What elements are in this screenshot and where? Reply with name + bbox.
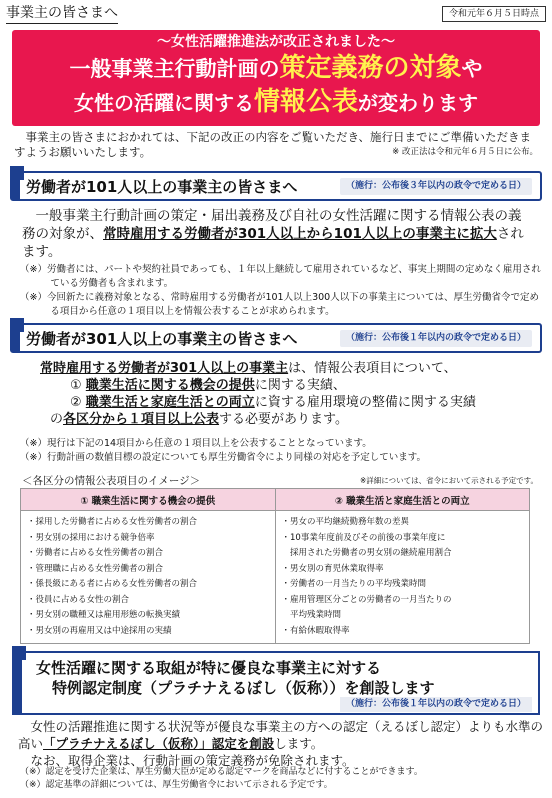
list-item: ・役員に占める女性の割合 bbox=[27, 594, 130, 605]
banner-line-1-a: 一般事業主行動計画の bbox=[69, 57, 280, 81]
section-301-line-2-b: 職業生活に関する機会の提供 bbox=[85, 378, 255, 393]
section-301-note-2: （※）行動計画の数値目標の設定についても厚生労働省令により同様の対応を予定しています。 bbox=[20, 452, 427, 463]
banner-subtitle: ～女性活躍推進法が改正されました～ bbox=[157, 34, 395, 50]
section-101-title: 労働者が101人以上の事業主の皆さまへ bbox=[26, 178, 298, 196]
section-301-body bbox=[40, 360, 540, 428]
section-301-heading bbox=[10, 323, 542, 353]
section-marker-icon bbox=[10, 166, 24, 180]
platinum-certification-box bbox=[12, 651, 540, 715]
banner-line-2 bbox=[12, 86, 540, 119]
closing-paragraph-2: なお、取得企業は、行動計画の策定義務が免除されます。 bbox=[30, 753, 355, 768]
section-301-line-3-b: 職業生活と家庭生活との両立 bbox=[85, 395, 255, 410]
banner-line-2-highlight: 情報公表 bbox=[253, 87, 358, 117]
banner-line-1-c: や bbox=[461, 57, 483, 81]
section-301-line-1-a: 常時雇用する労働者が301人以上の事業主 bbox=[40, 361, 289, 376]
closing-p1-highlight: 「プラチナえるぼし（仮称）」認定を創設 bbox=[43, 736, 275, 751]
platinum-line-1: 女性活躍に関する取組が特に優良な事業主に対する bbox=[36, 659, 382, 677]
list-item: ・男女別の採用における競争倍率 bbox=[27, 532, 155, 543]
list-item: ・男女別の再雇用又は中途採用の実績 bbox=[27, 625, 172, 636]
table-note: ※詳細については、省令において示される予定です。 bbox=[359, 476, 538, 485]
section-101-effective-date: （施行：公布後３年以内の政令で定める日） bbox=[340, 178, 532, 195]
list-item: ・労働者の一月当たりの平均残業時間 bbox=[281, 579, 427, 589]
list-item: ・男女別の育児休業取得率 bbox=[281, 563, 384, 574]
platinum-line-2: 特例認定制度（プラチナえるぼし（仮称））を創設します bbox=[52, 679, 435, 697]
section-101-note-1: （※）労働者には、パートや契約社員であっても、１年以上継続して雇用されているなど、事実上期間の定めなく雇用されている労働者も含まれます。 bbox=[20, 264, 541, 289]
section-301-line-2 bbox=[40, 377, 540, 394]
banner-line-1-highlight: 策定義務の対象 bbox=[279, 53, 462, 83]
section-301-line-3 bbox=[40, 394, 540, 411]
section-301-line-1-b: は、情報公表項目について、 bbox=[288, 361, 457, 376]
header-row bbox=[4, 4, 550, 28]
section-marker-icon bbox=[12, 646, 26, 660]
list-item: ・採用した労働者に占める女性労働者の割合 bbox=[27, 517, 198, 527]
intro-text: 事業主の皆さまにおかれては、下記の改正の内容をご覧いただき、施行日までにご準備いただきますようお願いいたします。 bbox=[14, 130, 532, 159]
section-301-notes bbox=[20, 437, 542, 465]
closing-note-1: （※）認定を受けた企業は、厚生労働大臣が定める認定マークを商品などに付することができます。 bbox=[20, 767, 423, 777]
section-301-line-4 bbox=[40, 411, 540, 428]
intro-note: ※ 改正法は令和元年６月５日に公布。 bbox=[392, 147, 538, 157]
closing-note-2: （※）認定基準の詳細については、厚生労働省令において示される予定です。 bbox=[20, 780, 333, 790]
banner-line-2-c: が変わります bbox=[358, 91, 478, 115]
section-301-line-2-c: に関する実績、 bbox=[254, 378, 346, 393]
list-item: ・男女の平均継続勤務年数の差異 bbox=[281, 517, 410, 527]
table-header-left: ① 職業生活に関する機会の提供 bbox=[21, 489, 276, 511]
section-301-line-3-a: ② bbox=[70, 395, 86, 410]
list-item: ・10事業年度前及びその前後の事業年度に bbox=[281, 532, 446, 543]
section-301-line-2-a: ① bbox=[70, 378, 86, 393]
list-item: ・係長級にある者に占める女性労働者の割合 bbox=[27, 579, 198, 589]
table-left-column bbox=[21, 511, 276, 644]
section-301-line-4-a: の bbox=[50, 412, 64, 427]
banner-line-1 bbox=[12, 51, 540, 86]
table-label: ＜各区分の情報公表項目のイメージ＞ bbox=[22, 475, 201, 487]
list-item: ・労働者に占める女性労働者の割合 bbox=[27, 548, 164, 558]
section-301-line-3-c: に資する雇用環境の整備に関する実績 bbox=[254, 395, 476, 410]
audience-heading: 事業主の皆さまへ bbox=[6, 4, 118, 24]
closing-paragraph-1 bbox=[18, 718, 544, 752]
section-marker-icon bbox=[10, 318, 24, 332]
section-301-effective-date: （施行：公布後１年以内の政令で定める日） bbox=[340, 330, 532, 347]
intro-block bbox=[14, 130, 540, 160]
section-301-line-4-c: する必要があります。 bbox=[219, 412, 348, 427]
closing-p1-c: します。 bbox=[274, 736, 324, 751]
closing-body bbox=[18, 718, 544, 769]
table-header-right: ② 職業生活と家庭生活との両立 bbox=[275, 489, 530, 511]
title-banner bbox=[12, 30, 540, 126]
list-item: ・雇用管理区分ごとの労働者の一月当たりの bbox=[281, 594, 452, 605]
list-item: ・有給休暇取得率 bbox=[281, 625, 350, 636]
section-101-body bbox=[22, 207, 534, 261]
section-301-title: 労働者が301人以上の事業主の皆さまへ bbox=[26, 330, 298, 348]
section-101-note-2: （※）今回新たに義務対象となる、常時雇用する労働者が101人以上300人以下の事業主については、厚生労働省令で定める項目から任意の１項目以上を情報公表することが求められます。 bbox=[20, 292, 540, 317]
closing-p1-a: 女性の活躍推進に関する状況等が優良な事業主の方への認定（えるぼし認定）よりも水準の高い bbox=[18, 719, 544, 751]
list-item: ・管理職に占める女性労働者の割合 bbox=[27, 563, 164, 574]
closing-notes bbox=[20, 766, 542, 792]
section-101-body-c: されます。 bbox=[22, 226, 524, 260]
section-301-note-1: （※）現行は下記の14項目から任意の１項目以上を公表することとなっています。 bbox=[20, 438, 372, 449]
section-301-line-4-b: 各区分から１項目以上公表 bbox=[63, 412, 220, 427]
table-right-column bbox=[275, 511, 530, 644]
section-101-heading bbox=[10, 171, 542, 201]
list-item: 平均残業時間 bbox=[281, 610, 342, 620]
section-101-body-a: 一般事業主行動計画の策定・届出義務及び自社の女性活躍に関する情報公表の義務の対象が、 bbox=[22, 208, 522, 242]
disclosure-items-table bbox=[20, 488, 530, 644]
platinum-effective-date: （施行：公布後１年以内の政令で定める日） bbox=[340, 697, 532, 712]
section-301-line-1 bbox=[40, 360, 540, 377]
section-101-body-highlight: 常時雇用する労働者が301人以上から101人以上の事業主に拡大 bbox=[103, 226, 497, 242]
banner-line-2-a: 女性の活躍に関する bbox=[73, 91, 254, 115]
section-101-notes bbox=[20, 263, 542, 319]
list-item: 採用された労働者の男女別の継続雇用割合 bbox=[281, 548, 452, 558]
list-item: ・男女別の職種又は雇用形態の転換実績 bbox=[27, 610, 181, 620]
date-stamp: 令和元年６月５日時点 bbox=[442, 6, 546, 22]
